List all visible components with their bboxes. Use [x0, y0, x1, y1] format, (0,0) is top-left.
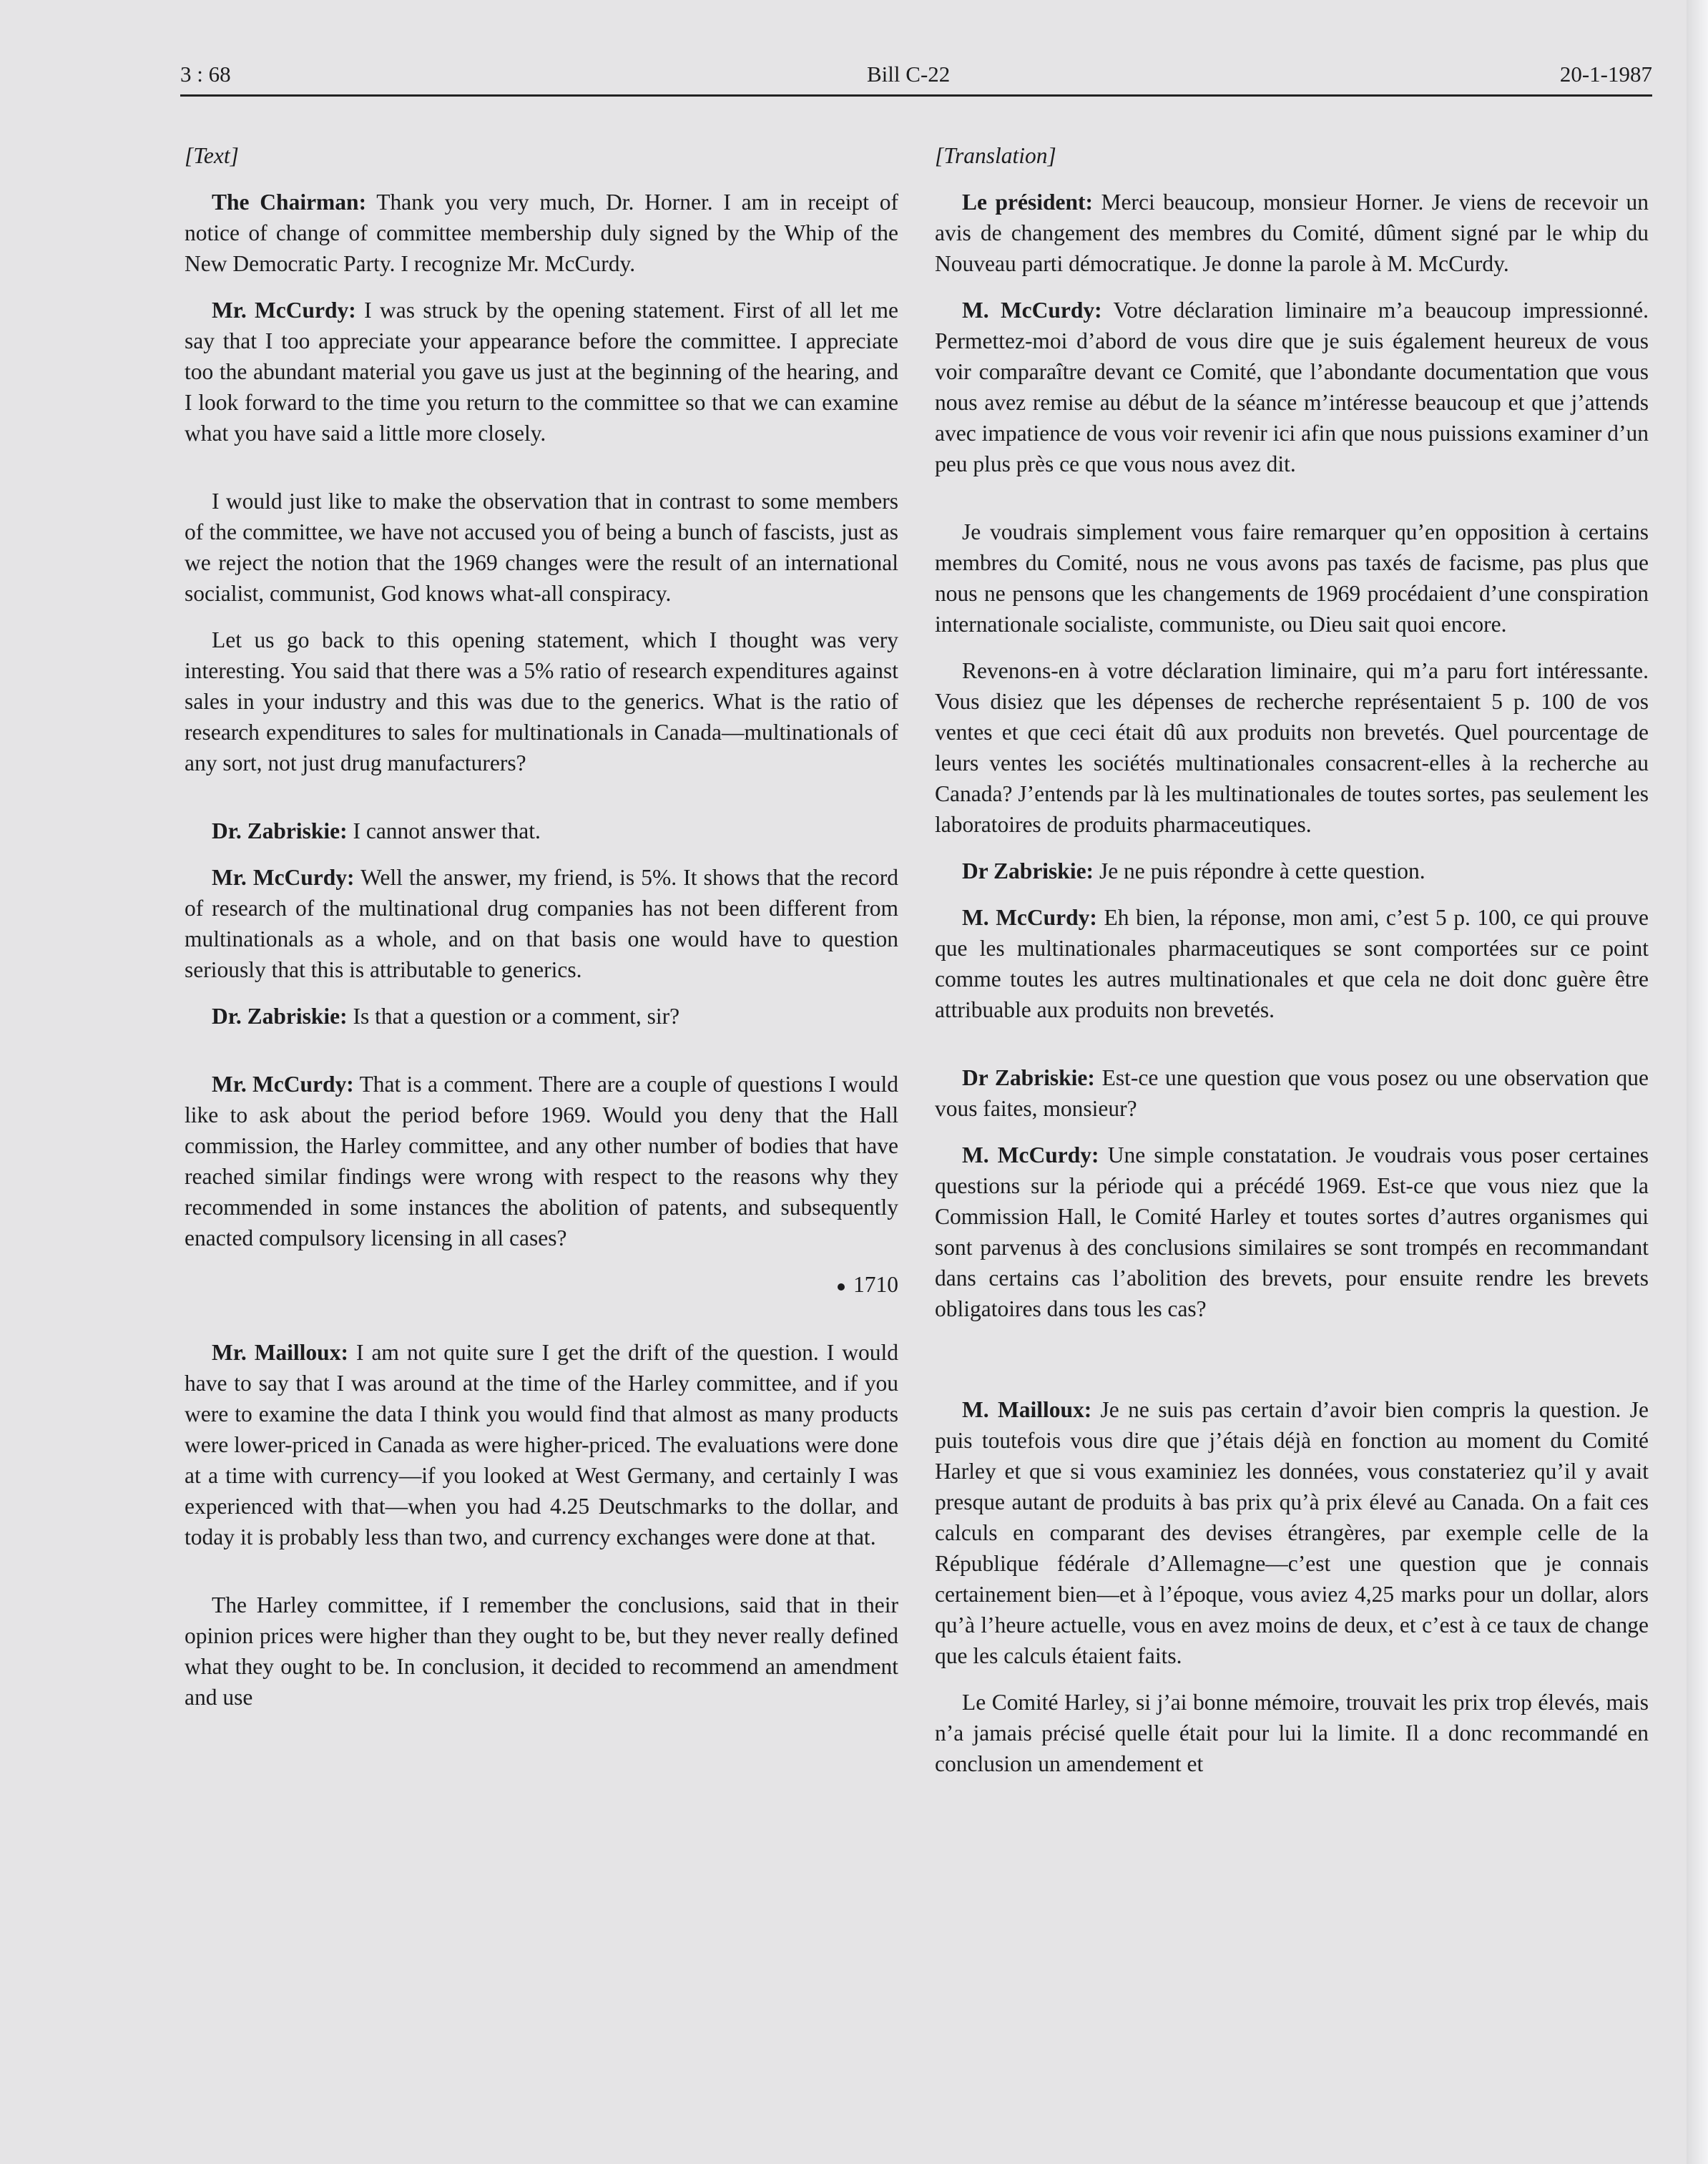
- speaker: Mr. McCurdy:: [212, 1072, 354, 1097]
- paragraph-text: Une simple constatation. Je voudrais vous poser certaines questions sur la période qui a précédé 1969. Est-ce que vous niez que la Commission Hall, le Comité Harley et toutes sortes d’autres organismes qui sont parvenus à des conclusions similaires se sont trompés en recommandant dans certains cas l’abolition des brevets, pour ensuite rendre les brevets obligatoires dans tous les cas?: [935, 1142, 1649, 1321]
- time-marker-text: 1710: [853, 1272, 898, 1297]
- speaker: Mr. McCurdy:: [212, 298, 356, 323]
- paragraph-text: Let us go back to this opening statement, which I thought was very interesting. You said that there was a 5% ratio of research expenditures against sales in your industry and this was due to the generics. What is the ratio of research expenditures to sales for multinationals in Canada—multinationals of any sort, not just drug manufacturers?: [185, 627, 898, 775]
- paragraph-text: Revenons-en à votre déclaration liminaire, qui m’a paru fort intéressante. Vous disiez que les dépenses de recherche représentaient 5 p. 100 de vos ventes et que ceci était dû aux produits non brevetés. Quel pourcentage de leurs ventes les sociétés multinationales consacrent-elles à la recherche au Canada? J’entends par là les multinationales de toutes sortes, pas seulement les laboratoires de produits pharmaceutiques.: [935, 658, 1649, 837]
- speaker: M. Mailloux:: [962, 1397, 1092, 1422]
- speaker: Le président:: [962, 190, 1093, 215]
- speaker: Dr. Zabriskie:: [212, 1004, 348, 1029]
- time-marker: [185, 1269, 898, 1300]
- language-marker: [Translation]: [935, 143, 1056, 168]
- paragraph: [185, 295, 898, 449]
- paragraph: [935, 1687, 1649, 1779]
- bullet-icon: [838, 1283, 845, 1291]
- paragraph: [935, 655, 1649, 840]
- paragraph: [935, 1140, 1649, 1324]
- paragraph-text: I would just like to make the observation that in contrast to some members of the committee, we have not accused you of being a bunch of fascists, just as we reject the notion that the 1969 changes were the result of an international socialist, communist, God knows what-all conspiracy.: [185, 489, 898, 606]
- paragraph: [185, 1590, 898, 1713]
- speaker: Mr. McCurdy:: [212, 865, 355, 890]
- paragraph-text: I cannot answer that.: [347, 818, 541, 843]
- language-marker: [Text]: [185, 143, 239, 168]
- paragraph: [185, 1337, 898, 1552]
- french-column: [935, 140, 1649, 1779]
- paragraph-text: That is a comment. There are a couple of questions I would like to ask about the period before 1969. Would you deny that the Hall commission, the Harley committee, and any other number of bodies that have reached similar findings were wrong with respect to the reasons why they recommended in some instances the abolition of patents, and subsequently enacted compulsory licensing in all cases?: [185, 1072, 898, 1250]
- paragraph: [935, 856, 1649, 886]
- header-rule: [180, 94, 1652, 97]
- speaker: Dr. Zabriskie:: [212, 818, 348, 843]
- paragraph: [185, 1069, 898, 1253]
- paragraph-text: Merci beaucoup, monsieur Horner. Je viens de recevoir un avis de changement des membres du Comité, dûment signé par le whip du Nouveau parti démocratique. Je donne la parole à M. McCurdy.: [935, 190, 1649, 276]
- paragraph: [935, 295, 1649, 479]
- paragraph-text: Le Comité Harley, si j’ai bonne mémoire, trouvait les prix trop élevés, mais n’a jamais précisé quelle était pour lui la limite. Il a donc recommandé en conclusion un amendement et: [935, 1690, 1649, 1776]
- running-header: [180, 62, 1652, 97]
- paragraph: [185, 1001, 898, 1032]
- speaker: M. McCurdy:: [962, 298, 1102, 323]
- paragraph: [185, 862, 898, 985]
- paragraph: [935, 1062, 1649, 1124]
- paragraph-text: Je voudrais simplement vous faire remarquer qu’en opposition à certains membres du Comité, nous ne vous avons pas taxés de facisme, pas plus que nous ne pensons que les changements de 1969 procédaient d’une conspiration internationale socialiste, communiste, ou Dieu sait quoi encore.: [935, 519, 1649, 637]
- paragraph-text: I am not quite sure I get the drift of the question. I would have to say that I was around at the time of the Harley committee, and if you were to examine the data I think you would find that almost as many products were lower-priced in Canada as were higher-priced. The evaluations were done at a time with currency—if you looked at West Germany, and certainly I was experienced with that—when you had 4.25 Deutschmarks to the dollar, and today it is probably less than two, and currency exchanges were done at that.: [185, 1340, 898, 1549]
- paragraph-text: Is that a question or a comment, sir?: [347, 1004, 680, 1029]
- paragraph: [185, 187, 898, 279]
- paragraph-text: Thank you very much, Dr. Horner. I am in receipt of notice of change of committee membership duly signed by the Whip of the New Democratic Party. I recognize Mr. McCurdy.: [185, 190, 898, 276]
- page-edge: [1687, 0, 1708, 2164]
- paragraph: [935, 1394, 1649, 1671]
- paragraph-text: Well the answer, my friend, is 5%. It shows that the record of research of the multinational drug companies has not been different from multinationals as a whole, and on that basis one would have to question seriously that this is attributable to generics.: [185, 865, 899, 982]
- speaker: M. McCurdy:: [962, 905, 1097, 930]
- paragraph: [185, 816, 898, 846]
- paragraph-text: Je ne suis pas certain d’avoir bien compris la question. Je puis toutefois vous dire que j’étais déjà en fonction au moment du Comité Harley et que si vous examiniez les données, vous constateriez qu’il y avait presque autant de produits à bas prix qu’à prix élevé au Canada. On a fait ces calculs en comparant des devises étrangères, par exemple celle de la République fédérale d’Allemagne—c’est une question que je connais certainement bien—et à l’époque, vous aviez 4,25 marks pour un dollar, alors qu’à l’heure actuelle, vous en avez moins de deux, et c’est à ce taux de change que les calculs étaient faits.: [935, 1397, 1649, 1668]
- speaker: The Chairman:: [212, 190, 367, 215]
- paragraph-text: Est-ce une question que vous posez ou une observation que vous faites, monsieur?: [935, 1065, 1649, 1121]
- bill-title: Bill C-22: [867, 62, 951, 87]
- paragraph-text: Eh bien, la réponse, mon ami, c’est 5 p. 100, ce qui prouve que les multinationales pharmaceutiques se sont comportées sur ce point comme toutes les autres multinationales et que cela ne doit donc guère être attribuable aux produits non brevetés.: [935, 905, 1649, 1022]
- paragraph-text: The Harley committee, if I remember the conclusions, said that in their opinion prices were higher than they ought to be, but they never really defined what they ought to be. In conclusion, it decided to recommend an amendment and use: [185, 1592, 898, 1710]
- sitting-date: 20-1-1987: [1559, 62, 1652, 87]
- paragraph: [935, 516, 1649, 640]
- speaker: Mr. Mailloux:: [212, 1340, 348, 1365]
- paragraph: [935, 187, 1649, 279]
- speaker: Dr Zabriskie:: [962, 1065, 1095, 1090]
- paragraph: [185, 625, 898, 778]
- page-number: 3 : 68: [180, 62, 231, 87]
- english-column: [185, 140, 898, 1713]
- paragraph: [185, 486, 898, 609]
- paragraph-text: I was struck by the opening statement. First of all let me say that I too appreciate your appearance before the committee. I appreciate too the abundant material you gave us just at the beginning of the hearing, and I look forward to the time you return to the committee so that we can examine what you have said a little more closely.: [185, 298, 898, 446]
- speaker: M. McCurdy:: [962, 1142, 1099, 1167]
- speaker: Dr Zabriskie:: [962, 858, 1094, 883]
- paragraph-text: Je ne puis répondre à cette question.: [1094, 858, 1425, 883]
- paragraph-text: Votre déclaration liminaire m’a beaucoup impressionné. Permettez-moi d’abord de vous dire que je suis également heureux de vous voir comparaître devant ce Comité, que l’abondante documentation que vous nous avez remise au début de la séance m’intéresse beaucoup et que j’attends avec impatience de vous voir revenir ici afin que nous puissions examiner d’un peu plus près ce que vous nous avez dit.: [935, 298, 1649, 476]
- paragraph: [935, 902, 1649, 1025]
